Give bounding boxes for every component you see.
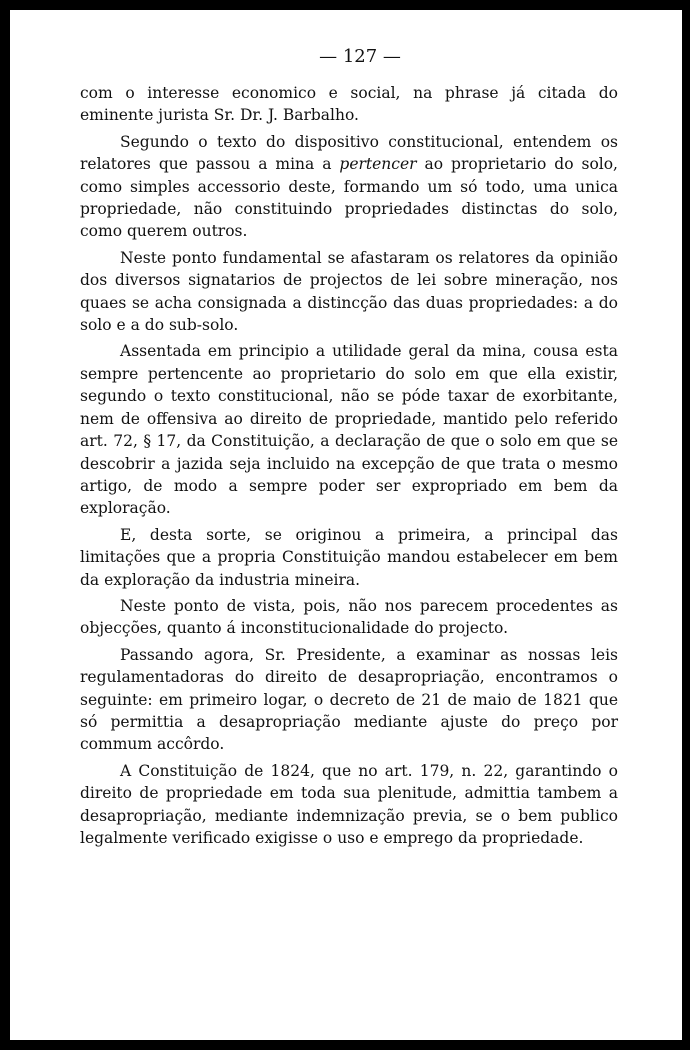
- document-page: [10, 10, 682, 1040]
- paragraph-4: [80, 340, 618, 519]
- paragraph-2: [80, 131, 618, 243]
- body-text: [80, 82, 618, 853]
- paragraph-3: [80, 247, 618, 337]
- page-number: — 127 —: [319, 46, 401, 67]
- paragraph-4-text: Assentada em principio a utilidade geral da mina, cousa esta sempre pertencente ao proprietario do solo em que ella existir, segundo o texto constitucional, não se póde taxar de exorbitante, nem de offensiva ao direito de propriedade, mantido pelo referido art. 72, § 17, da Constituição, a declaração de que o solo em que se descobrir a jazida seja incluido na excepção de que trata o mesmo artigo, de modo a sempre poder ser expropriado em bem da exploração.: [80, 342, 618, 518]
- paragraph-6: [80, 595, 618, 640]
- paragraph-1: [80, 82, 618, 127]
- paragraph-1-text: com o interesse economico e social, na phrase já citada do eminente jurista Sr. Dr. J. Barbalho.: [80, 84, 618, 125]
- paragraph-2-emphasis: pertencer: [339, 155, 417, 174]
- paragraph-8: [80, 760, 618, 850]
- paragraph-7-text: Passando agora, Sr. Presidente, a examinar as nossas leis regulamentadoras do direito de desapropriação, encontramos o seguinte: em primeiro logar, o decreto de 21 de maio de 1821 que só permittia a desapropriação mediante ajuste do preço por commum accôrdo.: [80, 645, 618, 754]
- paragraph-8-text: A Constituição de 1824, que no art. 179, n. 22, garantindo o direito de propriedade em toda sua plenitude, admittia tambem a desapropriação, mediante indemnização previa, se o bem publico legalmente verificado exigisse o uso e emprego da propriedade.: [80, 761, 618, 847]
- paragraph-7: [80, 644, 618, 756]
- paragraph-2-text-after: ao proprietario do solo, como simples accessorio deste, formando um só todo, uma unica propriedade, não constituindo propriedades distinctas do solo, como querem outros.: [80, 155, 618, 241]
- paragraph-5: [80, 524, 618, 591]
- paragraph-5-text: E, desta sorte, se originou a primeira, a principal das limitações que a propria Constituição mandou estabelecer em bem da exploração da industria mineira.: [80, 525, 618, 589]
- paragraph-2-text-before: Segundo o texto do dispositivo constitucional, entendem os relatores que passou a mina a: [80, 132, 618, 174]
- paragraph-6-text: Neste ponto de vista, pois, não nos parecem procedentes as objecções, quanto á inconstitucionalidade do projecto.: [80, 596, 618, 638]
- paragraph-3-text: Neste ponto fundamental se afastaram os relatores da opinião dos diversos signatarios de projectos de lei sobre mineração, nos quaes se acha consignada a distincção das duas propriedades: a do solo e a do sub-solo.: [80, 248, 618, 335]
